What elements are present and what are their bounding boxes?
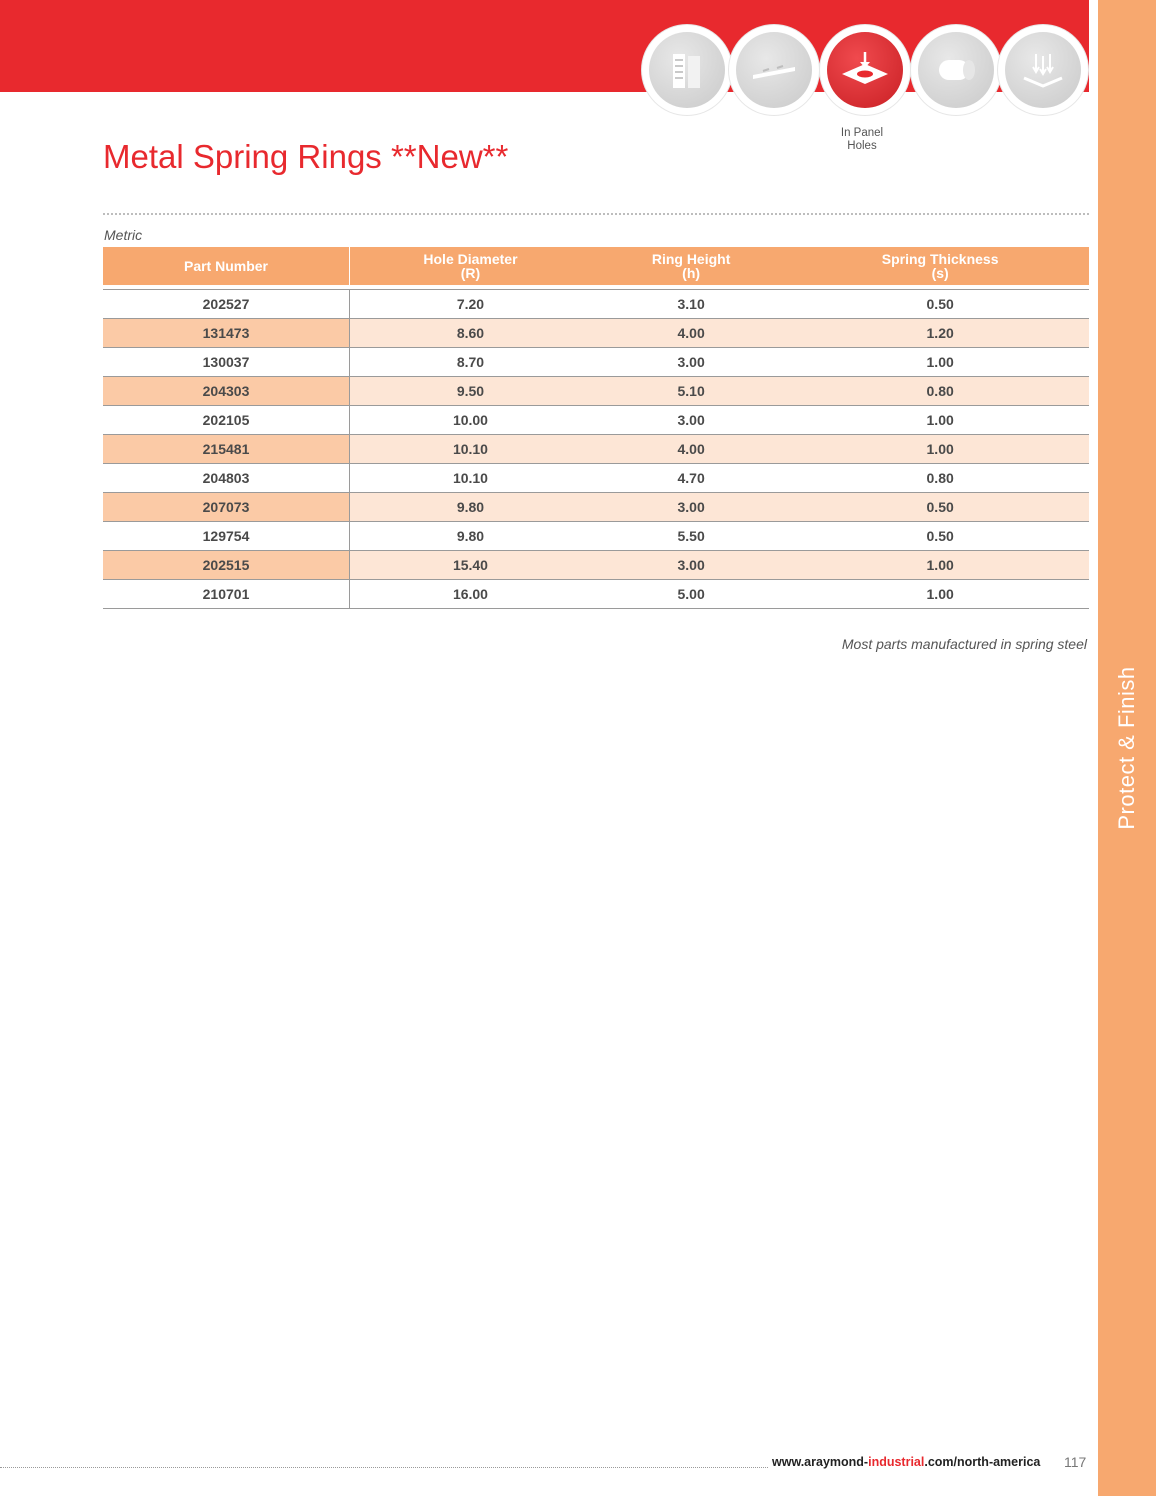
- cell-part-number: 129754: [103, 522, 350, 551]
- table-row: [103, 435, 1089, 464]
- cell-spring-thickness: 0.50: [791, 290, 1089, 319]
- cell-ring-height: 3.10: [591, 290, 791, 319]
- cell-ring-height: 4.00: [591, 319, 791, 348]
- cell-spring-thickness: 1.00: [791, 551, 1089, 580]
- cell-hole-diameter: 8.60: [350, 319, 591, 348]
- cell-hole-diameter: 15.40: [350, 551, 591, 580]
- footer-url[interactable]: [772, 1455, 1040, 1469]
- pipe-tube-icon[interactable]: [911, 25, 1001, 115]
- icon-caption: [812, 127, 912, 153]
- cell-ring-height: 4.00: [591, 435, 791, 464]
- table-row: [103, 319, 1089, 348]
- side-tab-label: Protect & Finish: [1114, 666, 1139, 830]
- cell-ring-height: 3.00: [591, 551, 791, 580]
- col-header-spring-thickness: Spring Thickness (s): [791, 247, 1089, 285]
- cell-spring-thickness: 1.00: [791, 435, 1089, 464]
- flat-surface-icon[interactable]: [729, 25, 819, 115]
- cell-spring-thickness: 1.00: [791, 348, 1089, 377]
- footer-divider: [0, 1467, 768, 1468]
- cell-hole-diameter: 10.10: [350, 464, 591, 493]
- cell-spring-thickness: 0.50: [791, 493, 1089, 522]
- footer-url-prefix: www.araymond-: [772, 1455, 869, 1469]
- cell-spring-thickness: 1.20: [791, 319, 1089, 348]
- cell-spring-thickness: 1.00: [791, 580, 1089, 609]
- page-title: Metal Spring Rings **New**: [103, 138, 509, 175]
- cell-part-number: 202105: [103, 406, 350, 435]
- cell-ring-height: 3.00: [591, 406, 791, 435]
- table-row: [103, 290, 1089, 319]
- footer-url-suffix: .com/north-america: [924, 1455, 1041, 1469]
- cell-hole-diameter: 10.00: [350, 406, 591, 435]
- cell-spring-thickness: 0.80: [791, 464, 1089, 493]
- title-divider: [103, 213, 1089, 215]
- cell-hole-diameter: 16.00: [350, 580, 591, 609]
- cell-part-number: 202515: [103, 551, 350, 580]
- footnote: Most parts manufactured in spring steel: [841, 636, 1087, 652]
- cell-spring-thickness: 1.00: [791, 406, 1089, 435]
- table-row: [103, 493, 1089, 522]
- icon-caption-line1: In Panel: [840, 127, 884, 139]
- table-row: [103, 551, 1089, 580]
- cell-ring-height: 3.00: [591, 493, 791, 522]
- cell-spring-thickness: 0.80: [791, 377, 1089, 406]
- cell-part-number: 204303: [103, 377, 350, 406]
- table-row: [103, 406, 1089, 435]
- cell-hole-diameter: 9.80: [350, 493, 591, 522]
- cell-part-number: 202527: [103, 290, 350, 319]
- cell-part-number: 210701: [103, 580, 350, 609]
- cell-ring-height: 5.50: [591, 522, 791, 551]
- cell-part-number: 131473: [103, 319, 350, 348]
- cell-hole-diameter: 7.20: [350, 290, 591, 319]
- cell-hole-diameter: 9.50: [350, 377, 591, 406]
- footer-url-highlight: industrial: [868, 1455, 925, 1469]
- cell-part-number: 204803: [103, 464, 350, 493]
- edge-arrows-icon[interactable]: [998, 25, 1088, 115]
- cell-part-number: 207073: [103, 493, 350, 522]
- cell-part-number: 215481: [103, 435, 350, 464]
- table-row: [103, 464, 1089, 493]
- table-body: [103, 290, 1089, 609]
- col-header-hole-diameter: Hole Diameter (R): [350, 247, 591, 285]
- table-row: [103, 522, 1089, 551]
- section-label: Metric: [104, 227, 143, 243]
- spec-table: [103, 247, 1089, 609]
- cell-ring-height: 4.70: [591, 464, 791, 493]
- table-header-row: [103, 247, 1089, 285]
- wall-panel-icon[interactable]: [642, 25, 732, 115]
- icon-caption-line2: Holes: [847, 140, 877, 152]
- page-number: 117: [1064, 1454, 1087, 1470]
- cell-ring-height: 5.00: [591, 580, 791, 609]
- panel-hole-icon[interactable]: [820, 25, 910, 115]
- cell-hole-diameter: 10.10: [350, 435, 591, 464]
- col-header-part-number: Part Number: [103, 247, 350, 285]
- table-row: [103, 580, 1089, 609]
- col-header-ring-height: Ring Height (h): [591, 247, 791, 285]
- cell-spring-thickness: 0.50: [791, 522, 1089, 551]
- cell-ring-height: 5.10: [591, 377, 791, 406]
- cell-ring-height: 3.00: [591, 348, 791, 377]
- cell-hole-diameter: 8.70: [350, 348, 591, 377]
- cell-hole-diameter: 9.80: [350, 522, 591, 551]
- cell-part-number: 130037: [103, 348, 350, 377]
- table-row: [103, 348, 1089, 377]
- table-row: [103, 377, 1089, 406]
